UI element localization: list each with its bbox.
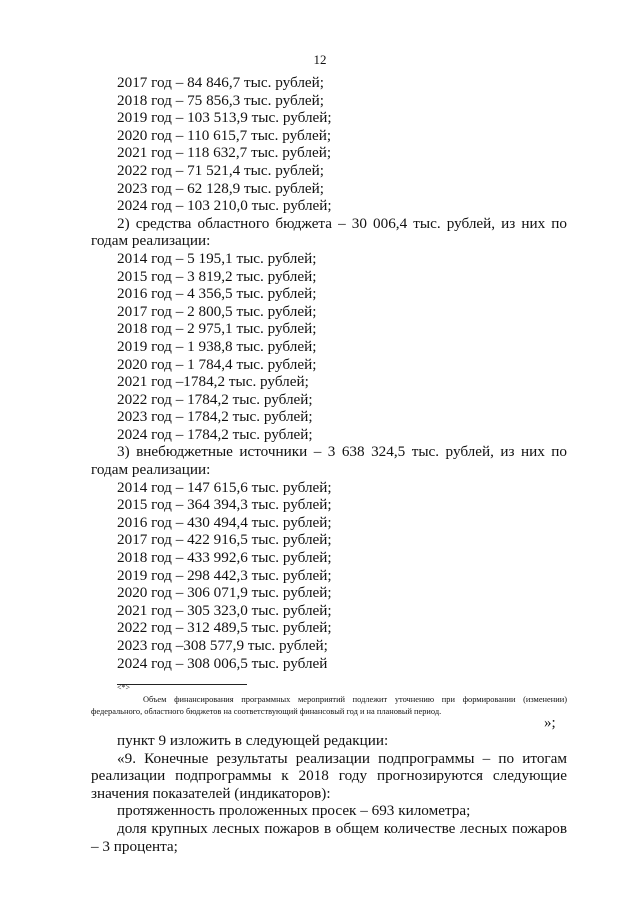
amendment-paragraph: доля крупных лесных пожаров в общем количестве лесных пожаров – 3 процента; <box>91 819 567 855</box>
extrabudget-funding-list <box>91 479 567 673</box>
funding-line: 2023 год –308 577,9 тыс. рублей; <box>117 637 328 654</box>
regional-funding-list <box>91 250 567 444</box>
document-body <box>91 74 567 672</box>
funding-line: 2022 год – 312 489,5 тыс. рублей; <box>117 619 332 637</box>
extrabudget-heading: 3) внебюджетные источники – 3 638 324,5 тыс. рублей, из них по <box>117 443 567 461</box>
page-number: 12 <box>313 52 327 67</box>
closing-quote: »; <box>544 715 556 731</box>
funding-line: 2019 год – 1 938,8 тыс. рублей; <box>117 337 317 355</box>
funding-line: 2021 год –1784,2 тыс. рублей; <box>117 373 309 391</box>
footnote-divider <box>117 684 247 685</box>
funding-line: 2018 год – 2 975,1 тыс. рублей; <box>117 320 317 338</box>
footnote-body: Объем финансирования программных мероприятий подлежит уточнению при формировании (изменении) федерального, областного бюджетов на соответствующий финансовый год и на плановый период. <box>91 695 567 716</box>
funding-line: 2015 год – 364 394,3 тыс. рублей; <box>117 496 332 514</box>
funding-line: 2017 год – 422 916,5 тыс. рублей; <box>117 531 332 549</box>
footnote-marker: <*> <box>117 683 131 692</box>
funding-line: 2014 год – 147 615,6 тыс. рублей; <box>117 478 332 496</box>
funding-line: 2021 год – 305 323,0 тыс. рублей; <box>117 601 332 619</box>
funding-line: 2020 год – 110 615,7 тыс. рублей; <box>117 126 332 144</box>
funding-line: 2017 год – 2 800,5 тыс. рублей; <box>117 302 317 320</box>
funding-line: 2016 год – 4 356,5 тыс. рублей; <box>117 285 317 303</box>
regional-budget-heading: 2) средства областного бюджета – 30 006,4 тыс. рублей, из них по <box>117 214 567 232</box>
funding-line: 2024 год – 1784,2 тыс. рублей; <box>117 425 313 443</box>
funding-line: 2024 год – 103 210,0 тыс. рублей; <box>117 197 332 215</box>
funding-line: 2023 год – 62 128,9 тыс. рублей; <box>117 179 325 197</box>
funding-line: 2018 год – 433 992,6 тыс. рублей; <box>117 549 332 567</box>
funding-line: 2016 год – 430 494,4 тыс. рублей; <box>117 513 332 531</box>
extrabudget-heading-cont: годам реализации: <box>91 461 211 479</box>
footnote-text <box>91 694 567 718</box>
section-amendment <box>91 732 567 855</box>
funding-line: 2015 год – 3 819,2 тыс. рублей; <box>117 267 317 285</box>
funding-line: 2014 год – 5 195,1 тыс. рублей; <box>117 249 317 267</box>
funding-line: 2024 год – 308 006,5 тыс. рублей <box>117 654 328 672</box>
funding-line: 2020 год – 306 071,9 тыс. рублей; <box>117 584 332 602</box>
funding-line: 2022 год – 71 521,4 тыс. рублей; <box>117 161 325 179</box>
amendment-paragraph: «9. Конечные результаты реализации подпрограммы – по итогам реализации подпрограммы к 2018 году прогнозируются следующие значения показателей (индикаторов): <box>91 749 567 802</box>
funding-line: 2023 год – 1784,2 тыс. рублей; <box>117 408 313 426</box>
funding-line: 2019 год – 298 442,3 тыс. рублей; <box>117 566 332 584</box>
amendment-paragraph: протяженность проложенных просек – 693 километра; <box>117 802 471 820</box>
federal-funding-list <box>91 74 567 215</box>
regional-budget-heading-cont: годам реализации: <box>91 232 211 250</box>
funding-line: 2020 год – 1 784,4 тыс. рублей; <box>117 355 317 373</box>
funding-line: 2019 год – 103 513,9 тыс. рублей; <box>117 109 332 127</box>
funding-line: 2021 год – 118 632,7 тыс. рублей; <box>117 144 332 162</box>
funding-line: 2018 год – 75 856,3 тыс. рублей; <box>117 91 325 109</box>
amendment-intro: пункт 9 изложить в следующей редакции: <box>117 732 389 749</box>
funding-line: 2017 год – 84 846,7 тыс. рублей; <box>117 74 325 91</box>
funding-line: 2022 год – 1784,2 тыс. рублей; <box>117 390 313 408</box>
